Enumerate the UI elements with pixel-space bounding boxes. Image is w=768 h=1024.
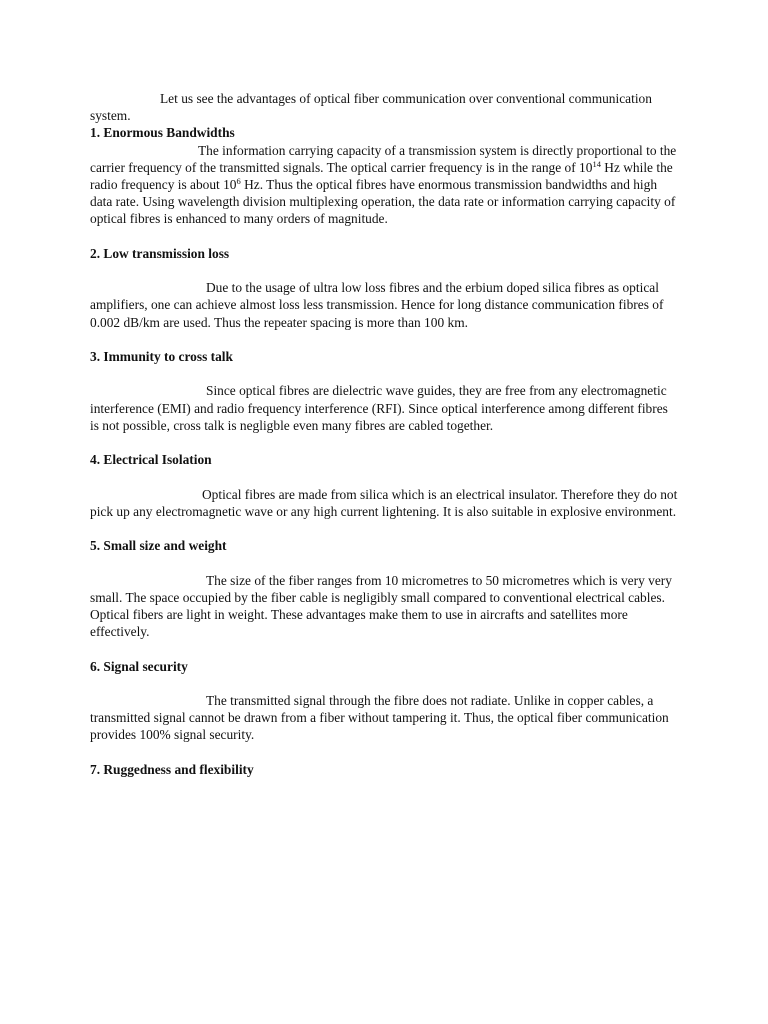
exponent-radio-frequency: 6	[236, 176, 241, 187]
paragraph-signal-security: The transmitted signal through the fibre does not radiate. Unlike in copper cables, a transmitted signal cannot be drawn from a fiber without tampering it. Thus, the optical fiber communication provides 100% signal security.	[90, 692, 669, 743]
bandwidth-text-part-1: The information carrying capacity of a transmission system is directly proportional to the carrier frequency of the transmitted signals. The optical carrier frequency is in the range of 10	[90, 142, 677, 175]
heading-spacer	[90, 468, 680, 485]
paragraph-spacer	[90, 331, 680, 348]
heading-enormous-bandwidths: 1. Enormous Bandwidths	[90, 125, 235, 141]
heading-ruggedness-and-flexibility: 7. Ruggedness and flexibility	[90, 761, 254, 777]
heading-signal-security: 6. Signal security	[90, 658, 188, 674]
bandwidth-text-part-2: Hz while the radio frequency is about 10	[90, 159, 673, 193]
paragraph-immunity-to-cross-talk: Since optical fibres are dielectric wave guides, they are free from any electromagnetic interference (EMI) and radio frequency interference (RFI). Since optical interference among different fibres is not possible, cross talk is negligble even many fibres are cabled together.	[90, 383, 668, 433]
paragraph-spacer	[90, 640, 680, 657]
heading-spacer	[90, 554, 680, 571]
heading-electrical-isolation: 4. Electrical Isolation	[90, 452, 212, 468]
paragraph-spacer	[90, 520, 680, 537]
paragraph-spacer	[90, 228, 680, 245]
document-page	[90, 90, 680, 778]
paragraph-electrical-isolation: Optical fibres are made from silica which is an electrical insulator. Therefore they do not pick up any electromagnetic wave or any high current lightening. It is also suitable in explosive environment.	[90, 486, 678, 519]
bandwidth-text-part-3: Hz. Thus the optical fibres have enormous transmission bandwidths and high data rate. Using wavelength division multiplexing operation, the data rate or information carrying capacity of optical fibres is enhanced to many orders of magnitude.	[90, 177, 676, 227]
intro-paragraph: Let us see the advantages of optical fiber communication over conventional communication system.	[90, 91, 652, 124]
heading-low-transmission-loss: 2. Low transmission loss	[90, 245, 230, 261]
heading-immunity-to-cross-talk: 3. Immunity to cross talk	[90, 349, 233, 364]
paragraph-spacer	[90, 744, 680, 761]
heading-spacer	[90, 675, 680, 692]
heading-spacer	[90, 365, 680, 382]
heading-spacer	[90, 262, 680, 279]
paragraph-low-transmission-loss: Due to the usage of ultra low loss fibres and the erbium doped silica fibres as optical amplifiers, one can achieve almost loss less transmission. Hence for long distance communication fibres of 0.002 dB/km are used. Thus the repeater spacing is more than 100 km.	[90, 280, 664, 330]
paragraph-small-size-and-weight: The size of the fiber ranges from 10 micrometres to 50 micrometres which is very very small. The space occupied by the fiber cable is negligibly small compared to conventional electrical cables. Optical fibers are light in weight. These advantages make them to use in aircrafts and satellites more effectively.	[90, 572, 672, 640]
paragraph-enormous-bandwidths	[90, 142, 680, 228]
exponent-optical-frequency: 14	[592, 158, 601, 169]
heading-small-size-and-weight: 5. Small size and weight	[90, 538, 227, 554]
paragraph-spacer	[90, 434, 680, 451]
